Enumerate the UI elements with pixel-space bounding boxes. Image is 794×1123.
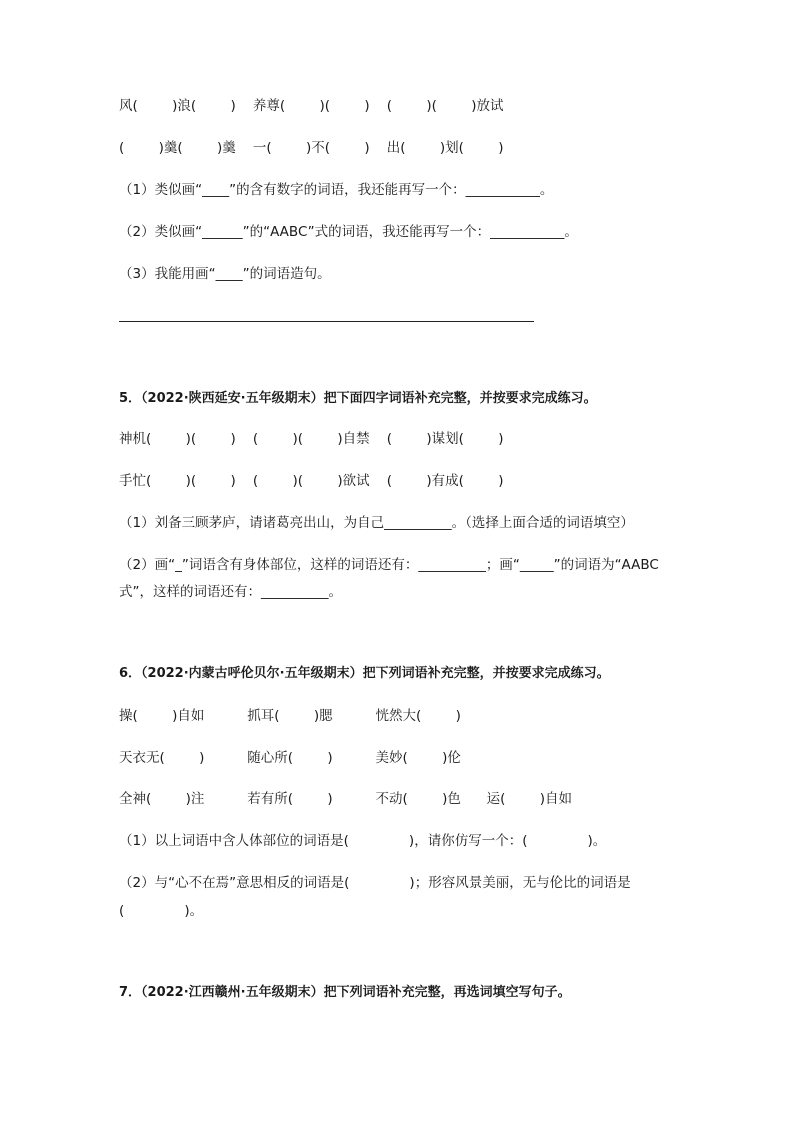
q4-sub1: （1）类似画“____”的含有数字的词语，我还能再写一个：___________。 [119, 182, 554, 198]
q4-sub2: （2）类似画“______”的“AABC”式的词语，我还能再写一个：___________。 [119, 224, 578, 240]
q5-sub1: （1）刘备三顾茅庐，请诸葛亮出山，为自己__________。（选择上面合适的词语填空） [119, 515, 634, 531]
q6-sub2-line2: ( )。 [119, 903, 204, 919]
q7-heading: 7．（2022·江西赣州·五年级期末）把下列词语补充完整，再选词填空写句子。 [119, 985, 571, 1000]
q5-row2: 手忙( )( ) ( )( )欲试 ( )有成( ) [119, 473, 504, 489]
q5-row1: 神机( )( ) ( )( )自禁 ( )谋划( ) [119, 431, 504, 447]
q6-row2: 天衣无( ) 随心所( ) 美妙( )伦 [119, 750, 461, 766]
q6-row1: 操( )自如 抓耳( )腮 恍然大( ) [119, 708, 461, 724]
q6-heading: 6．（2022·内蒙古呼伦贝尔·五年级期末）把下列词语补充完整，并按要求完成练习。 [119, 666, 610, 681]
q4-row1: 风( )浪( ) 养尊( )( ) ( )( )放试 [119, 98, 504, 114]
q5-sub2-line2: 式”，这样的词语还有：__________。 [119, 584, 342, 600]
q4-sub3: （3）我能用画“____”的词语造句。 [119, 266, 331, 282]
q4-row2: ( )羹( )羹 一( )不( ) 出( )划( ) [119, 140, 504, 156]
q4-answer-line [119, 321, 534, 322]
q5-heading: 5．（2022·陕西延安·五年级期末）把下面四字词语补充完整，并按要求完成练习。 [119, 391, 597, 406]
q6-sub1: （1）以上词语中含人体部位的词语是( )，请你仿写一个：( )。 [119, 833, 607, 849]
q6-sub2-line1: （2）与“心不在焉”意思相反的词语是( )；形容风景美丽，无与伦比的词语是 [119, 875, 631, 891]
q5-sub2-line1: （2）画“_”词语含有身体部位，这样的词语还有：__________；画“_____”的词语为“AABC [119, 557, 659, 573]
q6-row3: 全神( )注 若有所( ) 不动( )色 运( )自如 [119, 791, 573, 807]
